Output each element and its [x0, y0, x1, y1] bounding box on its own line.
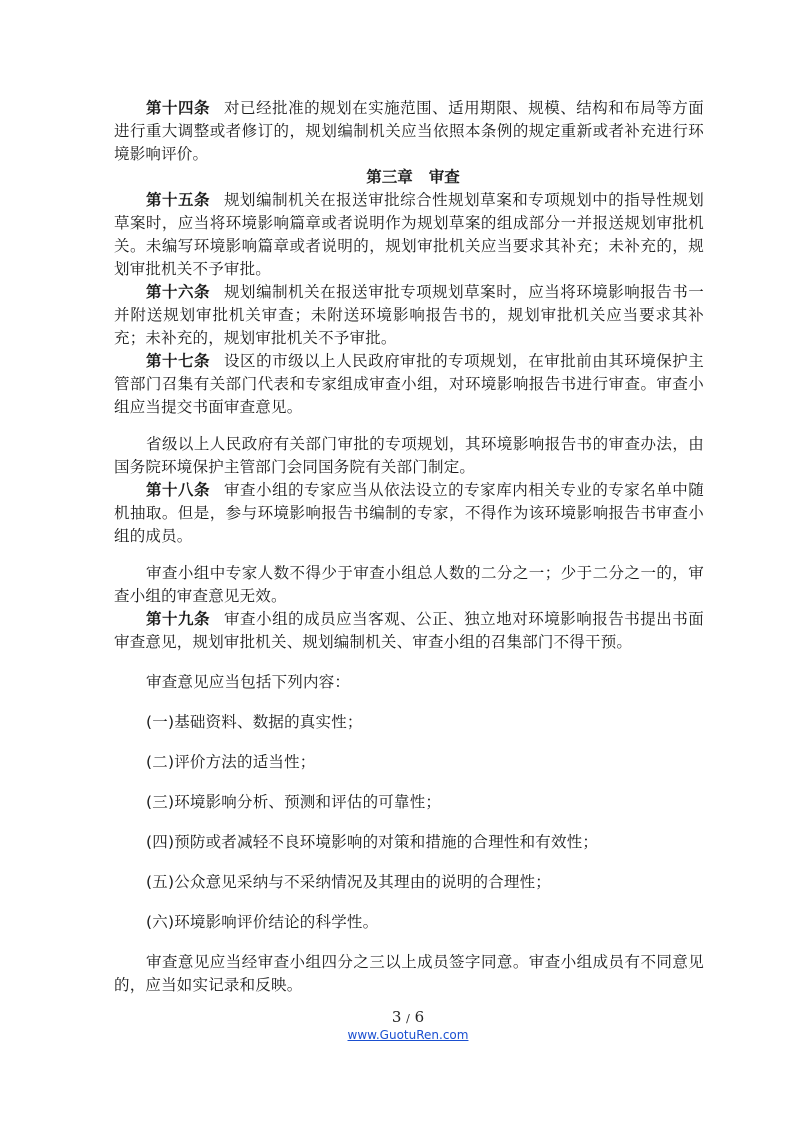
- page-current: 3: [391, 1008, 402, 1026]
- article-text: 设区的市级以上人民政府审批的专项规划，在审批前由其环境保护主管部门召集有关部门代表和专家组成审查小组，对环境影响报告书进行审查。审查小组应当提交书面审查意见。: [114, 352, 704, 416]
- article-heading: 第十九条: [146, 610, 211, 628]
- article-17-paragraph-2: 省级以上人民政府有关部门审批的专项规划，其环境影响报告书的审查办法，由国务院环境保护主管部门会同国务院有关部门制定。: [114, 435, 704, 476]
- article-18: [114, 479, 704, 548]
- site-link[interactable]: www.GuotuRen.com: [347, 1028, 469, 1042]
- page-separator: /: [406, 1012, 410, 1025]
- article-text: 审查小组的成员应当客观、公正、独立地对环境影响报告书提出书面审查意见，规划审批机关、规划编制机关、审查小组的召集部门不得干预。: [114, 610, 704, 651]
- review-item-4: (四)预防或者减轻不良环境影响的对策和措施的合理性和有效性；: [146, 833, 599, 851]
- review-item-2: (二)评价方法的适当性；: [146, 753, 316, 771]
- article-heading: 第十八条: [146, 481, 211, 499]
- article-19-paragraph-3: 审查意见应当经审查小组四分之三以上成员签字同意。审查小组成员有不同意见的，应当如实记录和反映。: [114, 953, 704, 994]
- article-text: 规划编制机关在报送审批专项规划草案时，应当将环境影响报告书一并附送规划审批机关审查；未附送环境影响报告书的，规划审批机关应当要求其补充；未补充的，规划审批机关不予审批。: [114, 283, 704, 347]
- chapter-heading: [114, 166, 704, 189]
- article-14: [114, 97, 704, 166]
- article-17: [114, 350, 704, 419]
- article-19: [114, 608, 704, 654]
- review-item-1: (一)基础资料、数据的真实性；: [146, 713, 363, 731]
- page-number: [0, 1008, 800, 1026]
- article-text: 审查小组的专家应当从依法设立的专家库内相关专业的专家名单中随机抽取。但是，参与环境影响报告书编制的专家，不得作为该环境影响报告书审查小组的成员。: [114, 481, 704, 545]
- article-heading: 第十七条: [146, 352, 211, 370]
- article-19-paragraph-2: 审查意见应当包括下列内容：: [146, 673, 351, 691]
- chapter-title: 审查: [428, 168, 460, 186]
- page-total: 6: [414, 1008, 425, 1026]
- article-heading: 第十四条: [146, 99, 211, 117]
- review-item-6: (六)环境影响评价结论的科学性。: [146, 913, 379, 931]
- review-item-5: (五)公众意见采纳与不采纳情况及其理由的说明的合理性；: [146, 873, 551, 891]
- article-18-paragraph-2: 审查小组中专家人数不得少于审查小组总人数的二分之一；少于二分之一的，审查小组的审查意见无效。: [114, 564, 704, 605]
- article-15: [114, 189, 704, 281]
- article-heading: 第十六条: [146, 283, 211, 301]
- article-text: 对已经批准的规划在实施范围、适用期限、规模、结构和布局等方面进行重大调整或者修订的，规划编制机关应当依照本条例的规定重新或者补充进行环境影响评价。: [114, 99, 704, 163]
- article-text: 规划编制机关在报送审批综合性规划草案和专项规划中的指导性规划草案时，应当将环境影响篇章或者说明作为规划草案的组成部分一并报送规划审批机关。未编写环境影响篇章或者说明的，规划审批机关应当要求其补充；未补充的，规划审批机关不予审批。: [114, 191, 704, 278]
- article-heading: 第十五条: [146, 191, 211, 209]
- article-16: [114, 281, 704, 350]
- chapter-number: 第三章: [366, 168, 413, 186]
- review-item-3: (三)环境影响分析、预测和评估的可靠性；: [146, 793, 442, 811]
- document-body: [114, 97, 704, 997]
